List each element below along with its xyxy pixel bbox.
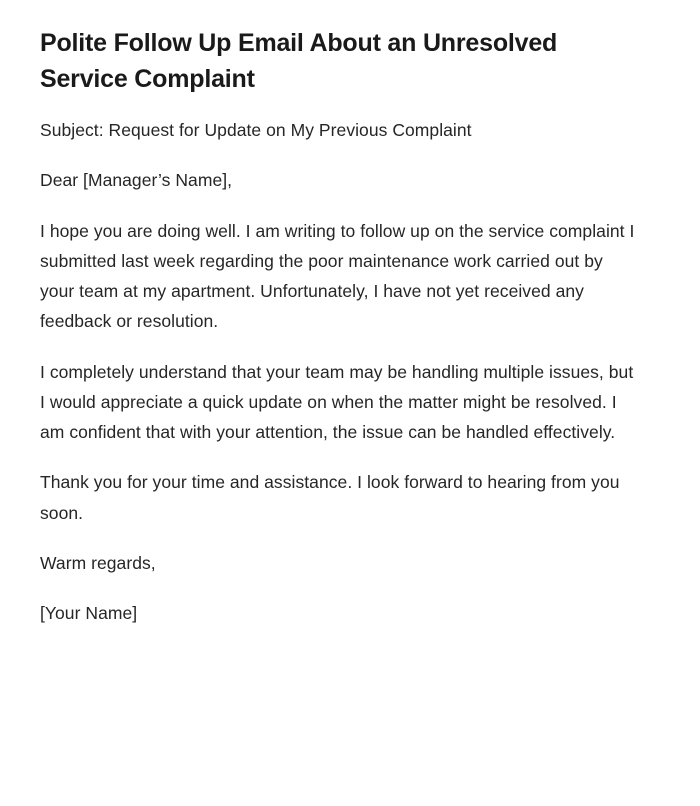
email-paragraph-1: I hope you are doing well. I am writing to follow up on the service complaint I submitted last week regarding the poor maintenance work carried out by your team at my apartment. Unfortunately, I have not yet received any feedback or resolution. [40,220,635,332]
document-body [40,115,638,628]
page-title: Polite Follow Up Email About an Unresolved Service Complaint [40,29,558,93]
email-paragraph-3: Thank you for your time and assistance. I look forward to hearing from you soon. [40,472,620,523]
email-signature: [Your Name] [40,603,138,624]
email-subject-line: Subject: Request for Update on My Previous Complaint [40,120,472,140]
email-salutation: Dear [Manager’s Name], [40,170,233,191]
email-paragraph-2: I completely understand that your team may be handling multiple issues, but I would appreciate a quick update on when the matter might be resolved. I am confident that with your attention, the issue can be handled effectively. [40,361,634,443]
email-closing: Warm regards, [40,552,156,573]
